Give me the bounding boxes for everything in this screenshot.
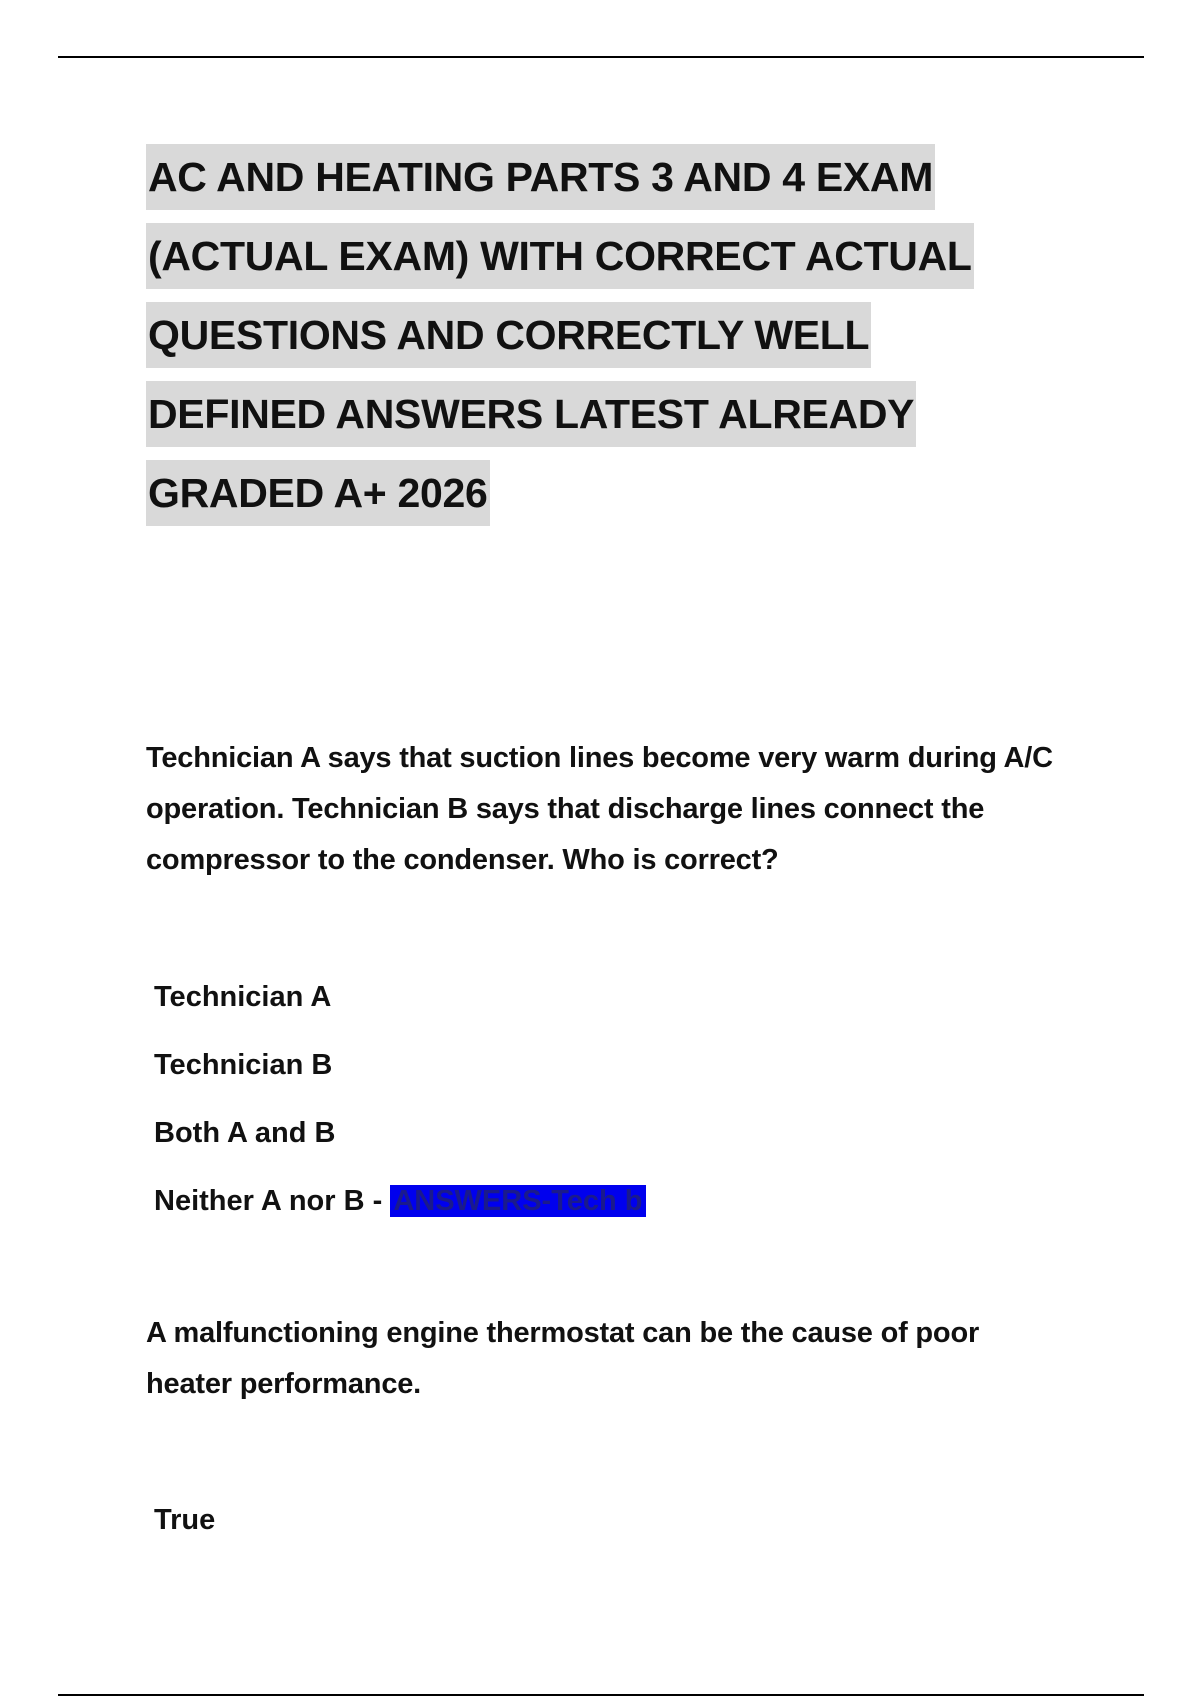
- option-both: Both A and B: [154, 1117, 336, 1149]
- document-title: [146, 140, 1106, 535]
- title-line: DEFINED ANSWERS LATEST ALREADY: [146, 381, 916, 447]
- title-line: (ACTUAL EXAM) WITH CORRECT ACTUAL: [146, 223, 974, 289]
- header-rule: [58, 56, 1144, 58]
- question-1-options: [154, 968, 646, 1240]
- option-technician-a: Technician A: [154, 981, 332, 1013]
- title-line: QUESTIONS AND CORRECTLY WELL: [146, 302, 871, 368]
- question-1-text: Technician A says that suction lines become very warm during A/C operation. Technician B says that discharge lines connect the compressor to the condenser. Who is correct?: [146, 742, 1053, 876]
- option-true: True: [154, 1504, 216, 1536]
- answer-highlight: ANSWERS-Tech b: [390, 1185, 645, 1217]
- title-line: GRADED A+ 2026: [146, 460, 490, 526]
- option-neither-label: Neither A nor B -: [154, 1185, 391, 1217]
- option-neither: [154, 1172, 646, 1240]
- question-2-text: A malfunctioning engine thermostat can be the cause of poor heater performance.: [146, 1317, 980, 1400]
- footer-rule: [58, 1694, 1144, 1696]
- option-technician-b: Technician B: [154, 1049, 333, 1081]
- question-2-options: [154, 1491, 215, 1559]
- title-line: AC AND HEATING PARTS 3 AND 4 EXAM: [146, 144, 935, 210]
